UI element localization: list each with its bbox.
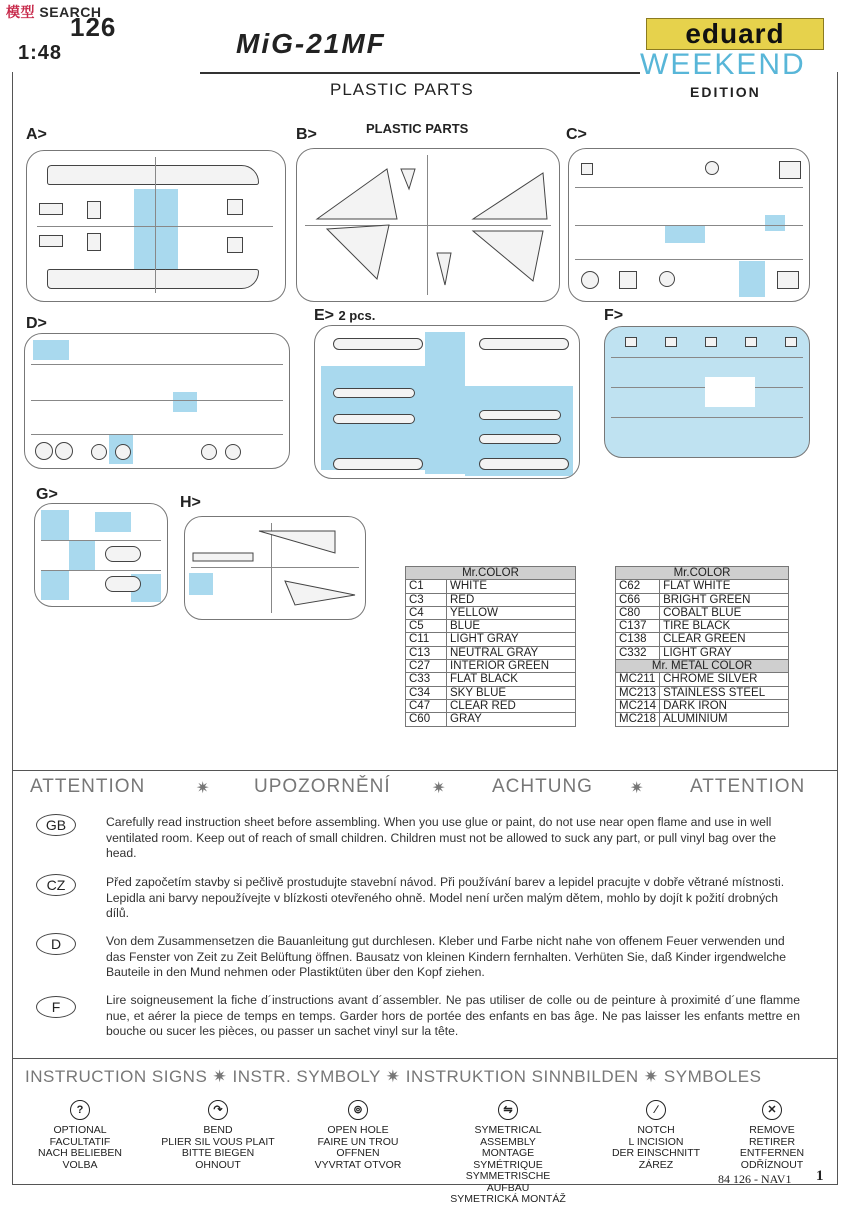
lang-badge-f: F: [36, 996, 76, 1018]
table-row: C80 COBALT BLUE: [616, 606, 789, 619]
color-table-left: [405, 566, 576, 727]
table-row: C47 CLEAR RED: [406, 699, 576, 712]
star-icon: ✷: [432, 780, 446, 797]
color-table-right: [615, 566, 789, 727]
sprue-d: [24, 333, 290, 469]
instruction-signs-heading: INSTRUCTION SIGNS ✷ INSTR. SYMBOLY ✷ INSTRUKTION SINNBILDEN ✷ SYMBOLES: [25, 1067, 762, 1086]
sign-open-hole: ⊚ OPEN HOLE FAIRE UN TROU OFFNEN VYVRTAT OTVOR: [298, 1100, 418, 1171]
remove-icon: ✕: [762, 1100, 782, 1120]
scale-label: 1:48: [18, 42, 63, 64]
knife-icon: ∕: [646, 1100, 666, 1120]
drill-icon: ⊚: [348, 1100, 368, 1120]
page-number: 1: [816, 1168, 824, 1184]
attention-heading-d: ACHTUNG: [492, 776, 593, 797]
sprue-c: [568, 148, 810, 302]
warning-text-d: Von dem Zusammensetzen die Bauanleitung gut durchlesen. Kleber und Farbe nicht nahe von offenem Feuer verwenden und das Fenster von Zeit zu Zeit Belüftung öffnen. Bausatz von kleinen Kindern fernhalten. Verhüten Sie, daß Kinder irgendwelche Bauteile in den Mund nehmen oder Plastiktüten über den Kopf ziehen.: [106, 934, 786, 979]
section-title: PLASTIC PARTS: [330, 80, 474, 99]
sprue-h-label: H>: [180, 494, 201, 511]
table-row: C34 SKY BLUE: [406, 686, 576, 699]
sprue-e-note: 2 pcs.: [338, 308, 376, 323]
sign-notch: ∕ NOTCH L INCISION DER EINSCHNITT ZÁREZ: [596, 1100, 716, 1171]
eduard-logo: eduard: [646, 18, 824, 50]
table-row: C66 BRIGHT GREEN: [616, 593, 789, 606]
sprue-g: [34, 503, 168, 607]
metal-color-header: Mr. METAL COLOR: [616, 660, 789, 673]
table-row: C13 NEUTRAL GRAY: [406, 646, 576, 659]
color-table-right-header: Mr.COLOR: [616, 567, 789, 580]
warning-text-gb: Carefully read instruction sheet before assembling. When you use glue or paint, do not use near open flame and use in well ventilated room. Keep out of reach of small children. Children must not be allowed to suck any part, or pull vinyl bag over the head.: [106, 815, 776, 860]
sprue-c-label: C>: [566, 126, 587, 143]
sprue-b-label: B>: [296, 126, 317, 143]
attention-heading-cz: UPOZORNĚNÍ: [254, 776, 391, 797]
weekend-logo: WEEKEND: [640, 48, 806, 81]
edition-label: EDITION: [690, 84, 761, 100]
warning-text-f: Lire soigneusement la fiche d´instructions avant d´assembler. Ne pas utiliser de colle ou de peinture à proximité d´une flamme nue, et aérer la piece de temps en temps. Garder hors de portée des enfants en bas âge. Ne pas laisser les enfants mettre en bouche ou sucer les pièces, ou passer un sachet vinyl sur la tête.: [106, 993, 800, 1038]
signs-rule: [12, 1058, 838, 1059]
table-row: C62 FLAT WHITE: [616, 580, 789, 593]
sign-optional: ? OPTIONAL FACULTATIF NACH BELIEBEN VOLBA: [20, 1100, 140, 1171]
sprue-e: [314, 325, 580, 479]
table-row: MC218 ALUMINIUM: [616, 713, 789, 726]
question-icon: ?: [70, 1100, 90, 1120]
table-row: C11 LIGHT GRAY: [406, 633, 576, 646]
table-row: C3 RED: [406, 593, 576, 606]
table-row: C4 YELLOW: [406, 606, 576, 619]
sprue-d-label: D>: [26, 315, 47, 332]
sign-bend: ↷ BEND PLIER SIL VOUS PLAIT BITTE BIEGEN OHNOUT: [158, 1100, 278, 1171]
sprue-f: [604, 326, 810, 458]
lang-badge-d: D: [36, 933, 76, 955]
model-title: MiG-21MF: [236, 28, 386, 59]
sign-symmetrical: ⇋ SYMETRICAL ASSEMBLY MONTAGE SYMÉTRIQUE SYMMETRISCHE AUFBAU SYMETRICKÁ MONTÁŽ: [446, 1100, 570, 1206]
table-row: C138 CLEAR GREEN: [616, 633, 789, 646]
attention-heading-gb: ATTENTION: [30, 776, 146, 797]
table-row: C137 TIRE BLACK: [616, 620, 789, 633]
kit-number: 126: [70, 12, 117, 42]
color-table-left-header: Mr.COLOR: [406, 567, 576, 580]
sprue-a: [26, 150, 286, 302]
sprue-f-label: F>: [604, 307, 624, 324]
footer-code: 84 126 - NAV1: [718, 1172, 792, 1186]
table-row: MC211 CHROME SILVER: [616, 673, 789, 686]
sprue-b: [296, 148, 560, 302]
table-row: C33 FLAT BLACK: [406, 673, 576, 686]
sprue-a-label: A>: [26, 126, 47, 143]
sprue-b-title: PLASTIC PARTS: [366, 121, 469, 136]
bend-icon: ↷: [208, 1100, 228, 1120]
sprue-h: [184, 516, 366, 620]
attention-rule: [12, 770, 838, 771]
lang-badge-cz: CZ: [36, 874, 76, 896]
sign-remove: ✕ REMOVE RETIRER ENTFERNEN ODŘÍZNOUT: [712, 1100, 832, 1171]
lang-badge-gb: GB: [36, 814, 76, 836]
star-icon: ✷: [630, 780, 644, 797]
table-row: C60 GRAY: [406, 713, 576, 726]
star-icon: ✷: [196, 780, 210, 797]
table-row: C332 LIGHT GRAY: [616, 646, 789, 659]
sprue-g-label: G>: [36, 486, 58, 503]
warning-text-cz: Před započetím stavby si pečlivě prostudujte stavební návod. Při používání barev a lepidel pracujte v dobře větrané místnosti. Lepidla ani barvy nepoužívejte v blízkosti otevřeného ohně. Model není určen malým dětem, mohlo by dojít k požití drobných dílů.: [106, 875, 785, 920]
table-row: MC214 DARK IRON: [616, 699, 789, 712]
table-row: C27 INTERIOR GREEN: [406, 660, 576, 673]
attention-heading-f: ATTENTION: [690, 776, 806, 797]
table-row: MC213 STAINLESS STEEL: [616, 686, 789, 699]
table-row: C5 BLUE: [406, 620, 576, 633]
watermark: 模型 SEARCH: [6, 4, 102, 20]
sprue-e-label: E> 2 pcs.: [314, 307, 376, 324]
table-row: C1 WHITE: [406, 580, 576, 593]
symmetry-icon: ⇋: [498, 1100, 518, 1120]
